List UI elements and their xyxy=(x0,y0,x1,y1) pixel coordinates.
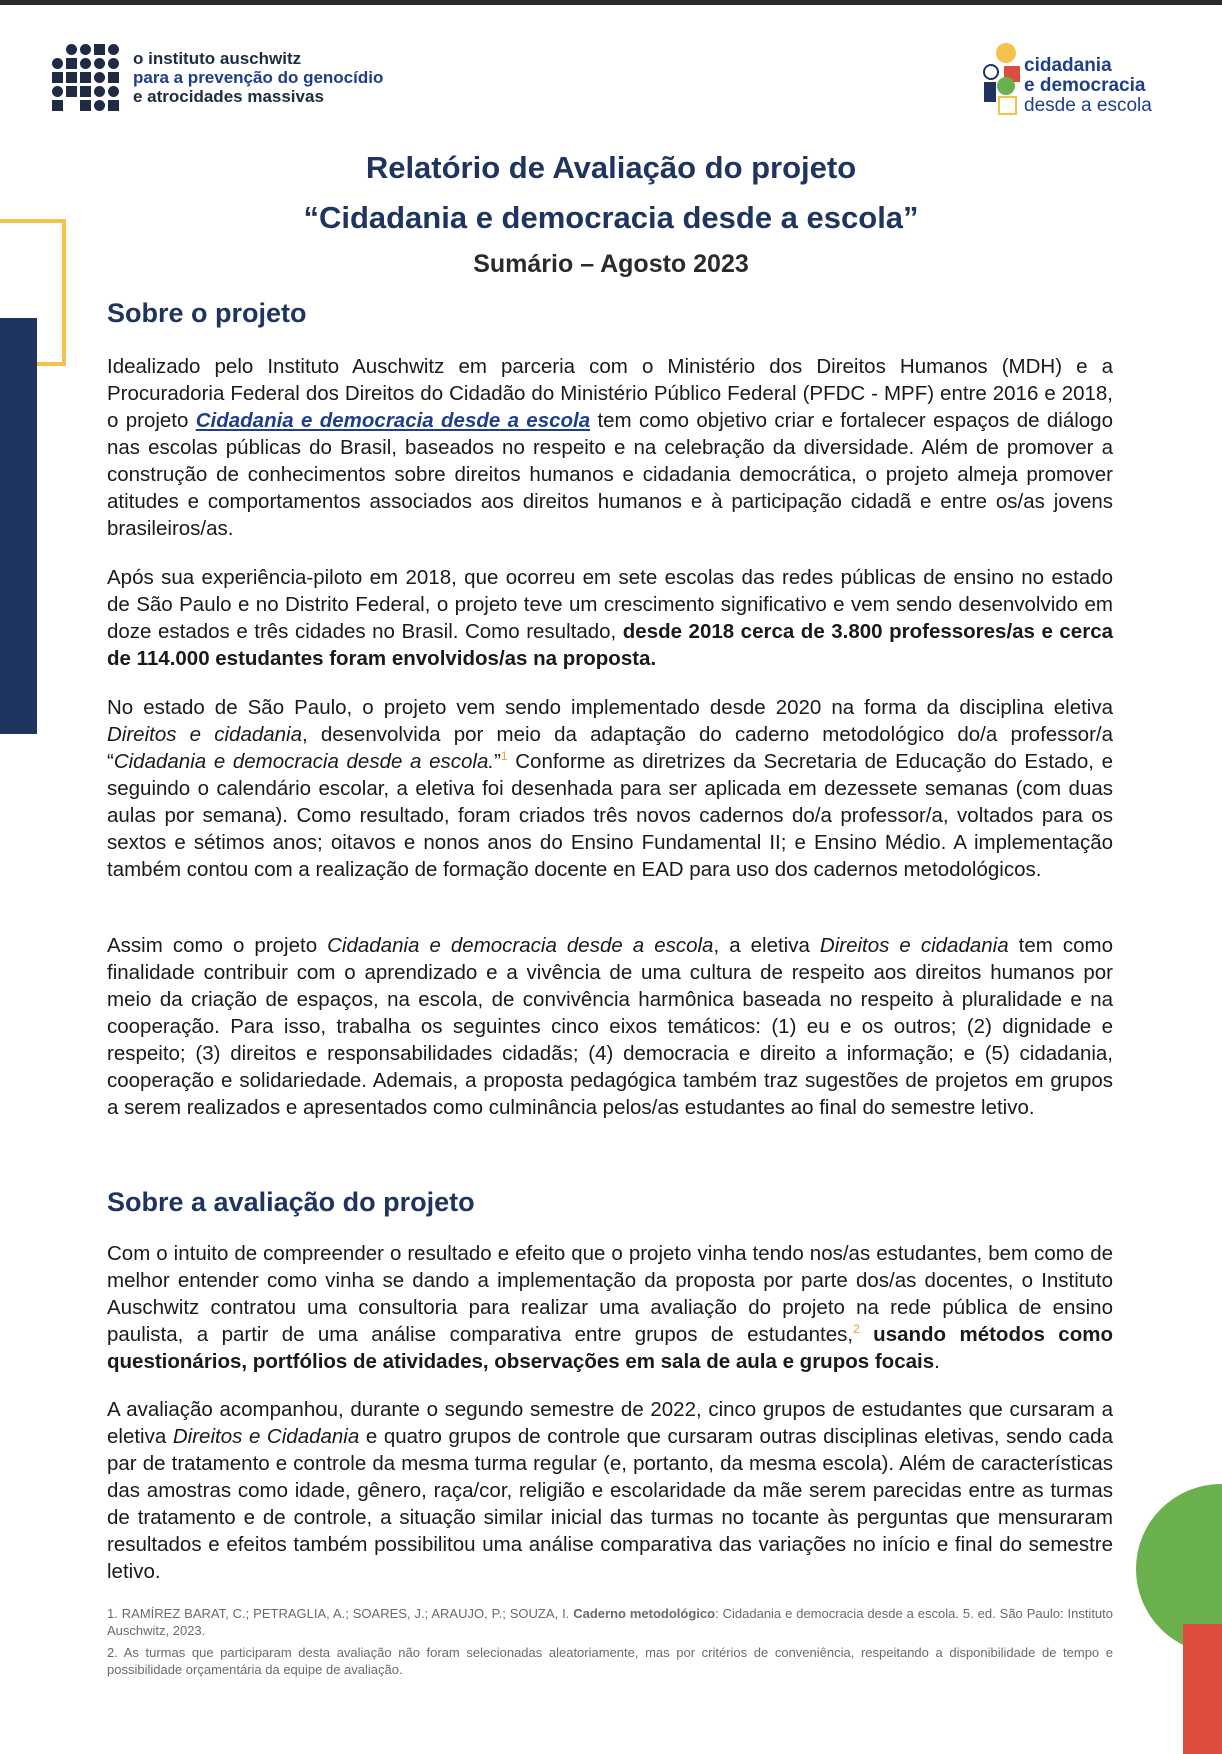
top-border xyxy=(0,0,1222,5)
report-subtitle: Sumário – Agosto 2023 xyxy=(473,250,749,278)
logo-right-line1: cidadania xyxy=(1024,55,1112,76)
footnote-ref-1[interactable]: 1 xyxy=(500,749,508,764)
paragraph-5: Com o intuito de compreender o resultado e efeito que o projeto vinha tendo nos/as estudantes, bem como de melhor entender como vinha se dando a implementação da proposta por parte dos/as docentes, o Instituto Auschwitz contratou uma consultoria para realizar uma avaliação do projeto na rede pública de ensino paulista, a partir de uma análise comparativa entre grupos de estudantes,$^2$ usando métodos como questionários, portfólios de atividades, observações em sala de aula e grupos focais. xyxy=(107,1242,1113,1373)
logo-left-line2: para a prevenção do genocídio xyxy=(133,68,384,87)
logo-left-line1: o instituto auschwitz xyxy=(133,49,302,68)
logo-right-line3: desde a escola xyxy=(1024,95,1152,116)
decorative-navy-bar xyxy=(0,318,37,734)
footnote-ref-2[interactable]: 2 xyxy=(853,1322,860,1337)
report-title-line2: “Cidadania e democracia desde a escola” xyxy=(303,200,919,235)
logo-left-line3: e atrocidades massivas xyxy=(133,87,324,106)
instituto-auschwitz-logo[interactable] xyxy=(52,44,383,111)
paragraph-4: Assim como o projeto Cidadania e democracia desde a escola, a eletiva Direitos e cidadania tem como finalidade contribuir com o aprendizado e a vivência de uma cultura de respeito aos direitos humanos por meio da criação de espaços, na escola, de convivência harmônica baseada no respeito à pluralidade e na cooperação. Para isso, trabalha os seguintes cinco eixos temáticos: (1) eu e os outros; (2) dignidade e respeito; (3) direitos e responsabilidades cidadãs; (4) democracia e direito a informação; e (5) cidadania, cooperação e solidariedade. Ademais, a proposta pedagógica também traz sugestões de projetos em grupos a serem realizados e apresentados como culminância pelos/as estudantes ao final do semestre letivo. xyxy=(107,934,1113,1119)
cidadania-logo-icon xyxy=(982,42,1024,120)
paragraph-1: Idealizado pelo Instituto Auschwitz em parceria com o Ministério dos Direitos Humanos (MDH) e a Procuradoria Federal dos Direitos do Cidadão do Ministério Público Federal (PFDC - MPF) entre 2016 e 2018, o projeto Cidadania e democracia desde a escola tem como objetivo criar e fortalecer espaços de diálogo nas escolas públicas do Brasil, baseados no respeito e na celebração da diversidade. Além de promover a construção de conhecimentos sobre direitos humanos e cidadania democrática, o projeto almeja promover atitudes e comportamentos associados aos direitos humanos e à participação cidadã e entre os/as jovens brasileiros/as. xyxy=(107,355,1113,540)
section-heading-sobre-avaliacao: Sobre a avaliação do projeto xyxy=(107,1187,475,1217)
report-title-line1: Relatório de Avaliação do projeto xyxy=(365,150,857,185)
section-heading-sobre-projeto: Sobre o projeto xyxy=(107,298,307,328)
project-link[interactable]: Cidadania e democracia desde a escola xyxy=(195,409,591,432)
paragraph-3: No estado de São Paulo, o projeto vem sendo implementado desde 2020 na forma da disciplina eletiva Direitos e cidadania, desenvolvida por meio da adaptação do caderno metodológico do/a professor/a “Cidadania e democracia desde a escola.”$^1$ Conforme as diretrizes da Secretaria de Educação do Estado, e seguindo o calendário escolar, a eletiva foi desenhada para ser aplicada em dezessete semanas (com duas aulas por semana). Como resultado, foram criados três novos cadernos do/a professor/a, voltados para os sextos e sétimos anos; oitavos e nonos anos do Ensino Fundamental II; e Ensino Médio. A implementação também contou com a realização de formação docente en EAD para uso dos cadernos metodológicos. xyxy=(107,696,1114,881)
footnote-2: 2. As turmas que participaram desta avaliação não foram selecionadas aleatoriamente, mas por critérios de conveniência, respeitando a disponibilidade de tempo e possibilidade orçamentária da equipe de avaliação. xyxy=(107,1645,1113,1677)
footnote-1: 1. RAMÍREZ BARAT, C.; PETRAGLIA, A.; SOARES, J.; ARAUJO, P.; SOUZA, I. Caderno metodológico: Cidadania e democracia desde a escola. 5. ed. São Paulo: Instituto Auschwitz, 2023. xyxy=(107,1606,1113,1638)
decorative-red-bar xyxy=(1183,1624,1222,1754)
logo-dot-grid-icon xyxy=(52,44,121,111)
cidadania-democracia-logo[interactable] xyxy=(982,42,1152,120)
logo-right-line2: e democracia xyxy=(1024,75,1146,96)
paragraph-2: Após sua experiência-piloto em 2018, que ocorreu em sete escolas das redes públicas de ensino no estado de São Paulo e no Distrito Federal, o projeto teve um crescimento significativo e vem sendo desenvolvido em doze estados e três cidades no Brasil. Como resultado, desde 2018 cerca de 3.800 professores/as e cerca de 114.000 estudantes foram envolvidos/as na proposta. xyxy=(107,566,1113,670)
paragraph-6: A avaliação acompanhou, durante o segundo semestre de 2022, cinco grupos de estudantes que cursaram a eletiva Direitos e Cidadania e quatro grupos de controle que cursaram outras disciplinas eletivas, sendo cada par de tratamento e controle da mesma turma regular (e, portanto, da mesma escola). Além de características das amostras como idade, gênero, raça/cor, religião e escolaridade da mãe serem parecidas entre as turmas de tratamento e de controle, a situação similar inicial das turmas no tocante às perguntas que mensuraram resultados e efeitos também possibilitou uma análise comparativa das variações no início e final do semestre letivo. xyxy=(107,1398,1113,1583)
